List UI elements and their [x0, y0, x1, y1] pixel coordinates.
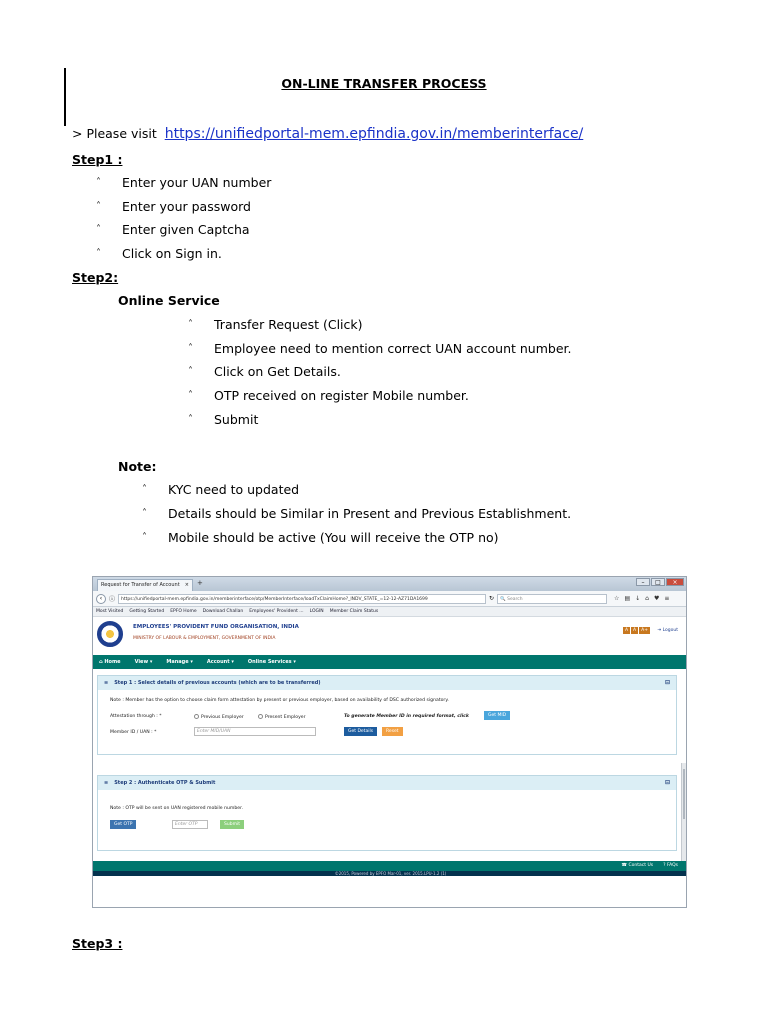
browser-navbar [93, 591, 686, 607]
step1-heading: Step1 : [72, 152, 123, 167]
otp-input[interactable]: Enter OTP [172, 820, 208, 829]
bookmark-item[interactable]: Most Visited [96, 609, 124, 614]
contact-link[interactable]: ☎ Contact Us [621, 863, 654, 868]
menu-view[interactable]: View ▾ [134, 659, 153, 665]
browser-tab[interactable]: Request for Transfer of Account × [97, 579, 193, 591]
logout-link[interactable]: ⇥ Logout [657, 628, 678, 633]
menu-account[interactable]: Account ▾ [206, 659, 234, 665]
step2-item: ˄ Transfer Request (Click) [188, 317, 363, 332]
url-bar[interactable]: https://unifiedportal-mem.epfindia.gov.in/memberinterface/otp/MemberInterface/loadTxClaimHome?_INDV_STATE_=12-12-AZ71DA1699 [118, 594, 486, 604]
arrowhead-bullet-icon: ˄ [188, 414, 193, 425]
arrowhead-bullet-icon: ˄ [188, 390, 193, 401]
browser-search[interactable]: 🔍 Search [497, 594, 607, 604]
font-button[interactable]: A [624, 628, 629, 633]
get-otp-button[interactable]: Get OTP [110, 820, 136, 829]
close-icon[interactable]: × [184, 582, 189, 588]
step1-panel-header: ≡ Step 1 : Select details of previous accounts (which are to be transferred) ⊟ [98, 676, 676, 690]
menu-home[interactable]: ⌂ Home [99, 659, 121, 665]
window-controls [636, 578, 684, 586]
site-footer [93, 861, 687, 871]
font-size-buttons [623, 627, 650, 634]
get-mid-button[interactable]: Get MID [484, 711, 510, 720]
step1-item: ˄ Enter your UAN number [96, 175, 272, 190]
note-item: ˄ Details should be Similar in Present and Previous Establishment. [142, 506, 572, 521]
step2-panel-header: ≡ Step 2 : Authenticate OTP & Submit ⊟ [98, 776, 676, 790]
list-icon: ≡ [104, 680, 109, 686]
org-name: EMPLOYEES' PROVIDENT FUND ORGANISATION, INDIA [133, 624, 299, 630]
arrowhead-bullet-icon: ˄ [96, 248, 101, 259]
get-details-button[interactable]: Get Details [344, 727, 377, 736]
clipboard-icon[interactable]: ▤ [624, 595, 631, 602]
arrowhead-bullet-icon: ˄ [188, 343, 193, 354]
bookmark-item[interactable]: Download Challan [202, 609, 244, 614]
step1-panel [97, 675, 677, 755]
bookmark-item[interactable]: Member Claim Status [329, 609, 379, 614]
browser-tabbar [93, 577, 686, 591]
panel1-note: Note : Member has the option to choose claim form attestation by present or previous employer, based on availability of DSC authorized signatory. [110, 698, 449, 703]
download-icon[interactable]: ↓ [635, 595, 641, 602]
arrowhead-bullet-icon: ˄ [142, 508, 147, 519]
browser-toolbar-icons [614, 595, 669, 602]
visit-line [72, 126, 583, 142]
minimize-icon[interactable]: – [636, 578, 650, 586]
step2-heading: Step2: [72, 270, 119, 285]
scrollbar-thumb[interactable] [683, 769, 685, 819]
footer-copyright: ©2015, Powered by EPFO Mar-01, ver. 2015.LPU-1.2 (1) [93, 871, 687, 876]
arrowhead-bullet-icon: ˄ [188, 366, 193, 377]
note-item: ˄ KYC need to updated [142, 482, 300, 497]
epfo-logo [97, 621, 123, 647]
list-icon: ≡ [104, 780, 109, 786]
bookmarks-bar [93, 607, 686, 617]
step2-panel [97, 775, 677, 851]
radio-present-employer[interactable]: Present Employer [258, 714, 306, 720]
reload-icon[interactable]: ↻ [489, 595, 495, 602]
collapse-icon[interactable]: ⊟ [664, 779, 670, 786]
step1-item: ˄ Click on Sign in. [96, 246, 222, 261]
new-tab-icon[interactable]: + [197, 579, 203, 587]
step3-heading: Step3 : [72, 936, 123, 951]
panel2-note: Note : OTP will be sent on UAN registered mobile number. [110, 806, 244, 811]
faq-link[interactable]: ? FAQs [663, 863, 678, 868]
note-heading: Note: [118, 459, 157, 474]
online-service-heading: Online Service [118, 293, 220, 308]
site-header [93, 617, 686, 655]
note-item: ˄ Mobile should be active (You will receive the OTP no) [142, 530, 499, 545]
bookmark-item[interactable]: LOGIN [309, 609, 324, 614]
maximize-icon[interactable]: □ [651, 578, 665, 586]
info-icon[interactable]: ⓘ [109, 596, 116, 603]
shield-icon[interactable]: ♥ [653, 595, 660, 602]
window-close-icon[interactable]: × [666, 578, 684, 586]
ministry-name: MINISTRY OF LABOUR & EMPLOYMENT, GOVERNMENT OF INDIA [133, 636, 276, 641]
member-id-input[interactable]: Enter MID/UAN [194, 727, 316, 736]
menu-manage[interactable]: Manage ▾ [166, 659, 193, 665]
arrowhead-bullet-icon: ˄ [142, 532, 147, 543]
arrowhead-bullet-icon: ˄ [188, 319, 193, 330]
bookmark-item[interactable]: Getting Started [129, 609, 165, 614]
page-scrollbar[interactable] [681, 763, 686, 863]
step2-item: ˄ Click on Get Details. [188, 364, 341, 379]
visit-prefix: > Please visit [72, 126, 157, 141]
home-icon[interactable]: ⌂ [645, 595, 649, 602]
site-menubar [93, 655, 686, 669]
reset-button[interactable]: Reset [382, 727, 403, 736]
member-id-hint: To generate Member ID in required format, click [344, 714, 469, 719]
member-id-label: Member ID / UAN : * [110, 730, 157, 735]
font-button[interactable]: A+ [641, 628, 648, 633]
portal-link[interactable]: https://unifiedportal-mem.epfindia.gov.in/memberinterface/ [164, 126, 584, 142]
arrowhead-bullet-icon: ˄ [96, 201, 101, 212]
star-icon[interactable]: ☆ [614, 595, 620, 602]
font-button[interactable]: A [633, 628, 637, 633]
arrowhead-bullet-icon: ˄ [142, 484, 147, 495]
bookmark-item[interactable]: Employees' Provident ... [249, 609, 304, 614]
step1-item: ˄ Enter given Captcha [96, 222, 250, 237]
step2-item: ˄ Submit [188, 412, 259, 427]
menu-online-services[interactable]: Online Services ▾ [247, 659, 296, 665]
page-title: ON-LINE TRANSFER PROCESS [281, 76, 487, 91]
attestation-label: Attestation through : * [110, 714, 162, 719]
menu-icon[interactable]: ≡ [664, 595, 670, 602]
radio-previous-employer[interactable]: Previous Employer [194, 714, 244, 720]
radio-icon[interactable] [258, 714, 263, 719]
back-icon[interactable]: ‹ [96, 594, 106, 604]
step2-item: ˄ OTP received on register Mobile number. [188, 388, 469, 403]
step1-item: ˄ Enter your password [96, 199, 251, 214]
radio-icon[interactable] [194, 714, 199, 719]
bookmark-item[interactable]: EPFO Home [170, 609, 197, 614]
step2-item: ˄ Employee need to mention correct UAN account number. [188, 341, 572, 356]
footer-links [621, 863, 678, 868]
collapse-icon[interactable]: ⊟ [664, 679, 670, 686]
arrowhead-bullet-icon: ˄ [96, 177, 101, 188]
embedded-screenshot [92, 576, 687, 908]
submit-button[interactable]: Submit [220, 820, 244, 829]
arrowhead-bullet-icon: ˄ [96, 224, 101, 235]
